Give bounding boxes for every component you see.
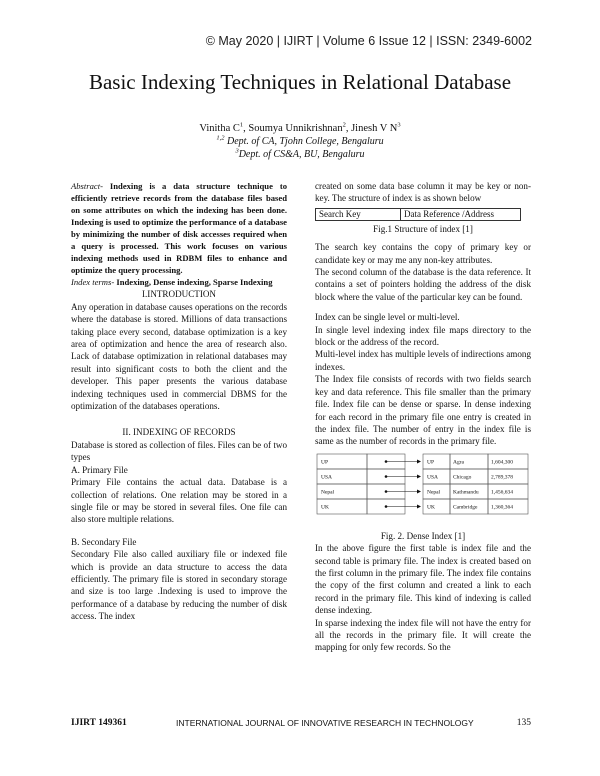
secondary-file-heading: B. Secondary File (71, 536, 137, 547)
index-file-key-text: Nepal (321, 489, 335, 496)
author-2: Soumya Unnikrishnan (248, 123, 343, 134)
index-file-key-text: UK (321, 504, 329, 511)
index-terms-text: Indexing, Dense indexing, Sparse Indexing (114, 277, 273, 287)
primary-file-city-text: Cambridge (453, 504, 478, 511)
section-indexing-heading: II. INDEXING OF RECORDS (122, 427, 236, 438)
affiliation-1-text: Dept. of CA, Tjohn College, Bengaluru (226, 136, 384, 147)
figure-2-caption: Fig. 2. Dense Index [1] (380, 530, 466, 541)
primary-file-paragraph: Primary File contains the actual data. Database is a collection of relations. One relation may be stored in a single file or may be stored in several files. One file can also store multiple relations. (71, 477, 287, 525)
index-file-key-text: UP (321, 459, 329, 466)
dense-index-figure (315, 452, 531, 524)
author-block (0, 122, 600, 161)
left-column (71, 180, 287, 623)
pointer-arrow-head (417, 474, 421, 478)
index-terms (71, 276, 287, 288)
affiliation-2-text: Dept. of CS&A, BU, Bengaluru (238, 149, 365, 160)
right-column (315, 180, 531, 654)
affiliation-1-sup: 1,2 (216, 134, 225, 142)
files-paragraph: Database is stored as collection of files. Files can be of two types (71, 439, 287, 463)
affiliation-2 (0, 148, 600, 161)
data-reference-paragraph: The second column of the database is the data reference. It contains a set of pointers holding the address of the disk block where the value of the particular key can be found. (315, 267, 531, 302)
primary-file-city-text: Chicago (453, 474, 472, 481)
primary-file-heading: A. Primary File (71, 464, 128, 475)
pointer-dot (385, 460, 388, 463)
primary-file-value-text: 1,604,300 (491, 459, 513, 466)
single-level-paragraph: In single level indexing index file maps directory to the block or the address of the record. (315, 324, 531, 348)
abstract-text: Indexing is a data structure technique to efficiently retrieve records from the database files based on some attributes on which the indexing has been done. Indexing is used to optimize the performance of a database by minimizing the number of disk accesses required when a query is processed. This work focuses on various indexing methods used in RDBM files to enhance and optimize the query processing. (71, 181, 287, 275)
author-2-sup: 2 (342, 121, 346, 129)
affiliation-1 (0, 135, 600, 148)
index-terms-label: Index terms- (71, 277, 115, 287)
author-names: Vinitha $C^1$, Soumya Unnikrishnan$^2$, Jinesh V $N^3$ (199, 121, 401, 134)
search-key-paragraph: The search key contains the copy of primary key or candidate key or may me any non-key attributes. (315, 242, 531, 265)
index-intro-paragraph: created on some data base column it may be key or non-key. The structure of index is as shown below (315, 181, 531, 204)
affiliation-2-sup: 3 (235, 147, 239, 155)
primary-file-city-text: Agra (453, 459, 464, 466)
section-introduction-heading: I.INTRODUCTION (141, 289, 216, 300)
primary-file-key-text: UP (427, 459, 435, 466)
page-number: 135 (516, 718, 531, 728)
primary-file-key-text: UK (427, 504, 435, 511)
journal-header: © May 2020 | IJIRT | Volume 6 Issue 12 | ISSN: 2349-6002 (205, 34, 532, 48)
intro-paragraph: Any operation in database causes operations on the records where the database is stored. Millions of data transactions taking place every second, database optimization is a key area of optimization and hence the area of research also. Lack of database optimization in relational databases may result into significant costs to both the client and the developer. This paper presents the various database indexing techniques used in commercial DBMS for the optimization of the databases operations. (71, 301, 287, 412)
pointer-arrow-head (417, 459, 421, 463)
index-file-key-text: USA (321, 474, 333, 481)
dense-index-diagram (315, 452, 531, 524)
pointer-dot (385, 505, 388, 508)
sparse-index-paragraph: In sparse indexing the index file will not have the entry for all the records in the primary file. It will create the mapping for only few records. So the (315, 617, 531, 653)
footer-journal-name: INTERNATIONAL JOURNAL OF INNOVATIVE RESEARCH IN TECHNOLOGY (176, 718, 474, 728)
paper-title: Basic Indexing Techniques in Relational Database (88, 70, 512, 94)
levels-paragraph: Index can be single level or multi-level. (315, 312, 460, 323)
figure-1-caption: Fig.1 Structure of index [1] (373, 223, 473, 234)
primary-file-value-text: 1,360,364 (491, 504, 513, 511)
multi-level-paragraph: Multi-level index has multiple levels of indirections among indexes. (315, 349, 531, 372)
primary-file-key-text: USA (427, 474, 439, 481)
search-key-cell: Search Key (316, 208, 401, 220)
pointer-arrow-head (417, 504, 421, 508)
abstract (71, 180, 287, 276)
pointer-dot (385, 490, 388, 493)
index-file-paragraph: The Index file consists of records with two fields search key and data reference. This file smaller than the primary file. Index file can be dense or sparse. In dense indexing for each record in the primary file one entry is created in the index file. The number of entry in the index file is same as the number of records in the primary file. (315, 374, 531, 447)
author-1: Vinitha C (199, 123, 240, 134)
pointer-dot (385, 475, 388, 478)
dense-index-paragraph: In the above figure the first table is index file and the second table is primary file. The index is created based on the first column in the primary file. The index file contains the copy of the first column and created a link to each record in the primary file. This kind of indexing is called dense indexing. (315, 543, 531, 616)
index-structure-table (315, 208, 521, 221)
primary-file-value-text: 1,456,634 (491, 489, 513, 496)
primary-file-city-text: Kathmandu (453, 489, 479, 496)
author-3-sup: 3 (397, 121, 401, 129)
primary-file-key-text: Nepal (427, 489, 441, 496)
author-1-sup: 1 (239, 121, 244, 129)
secondary-file-paragraph: Secondary File also called auxiliary file or indexed file which is provide an data structure to access the data efficiently. The primary file is stored in secondary storage and size is too large .Indexing is used to improve the performance of a database by reducing the number of disk access. The index (71, 549, 287, 622)
data-reference-cell: Data Reference /Address (401, 208, 521, 220)
footer-paper-id: IJIRT 149361 (71, 718, 127, 728)
pointer-arrow-head (417, 489, 421, 493)
author-3: Jinesh V N (351, 123, 398, 134)
abstract-label: Abstract- (71, 181, 103, 191)
primary-file-value-text: 2,789,378 (491, 474, 513, 481)
